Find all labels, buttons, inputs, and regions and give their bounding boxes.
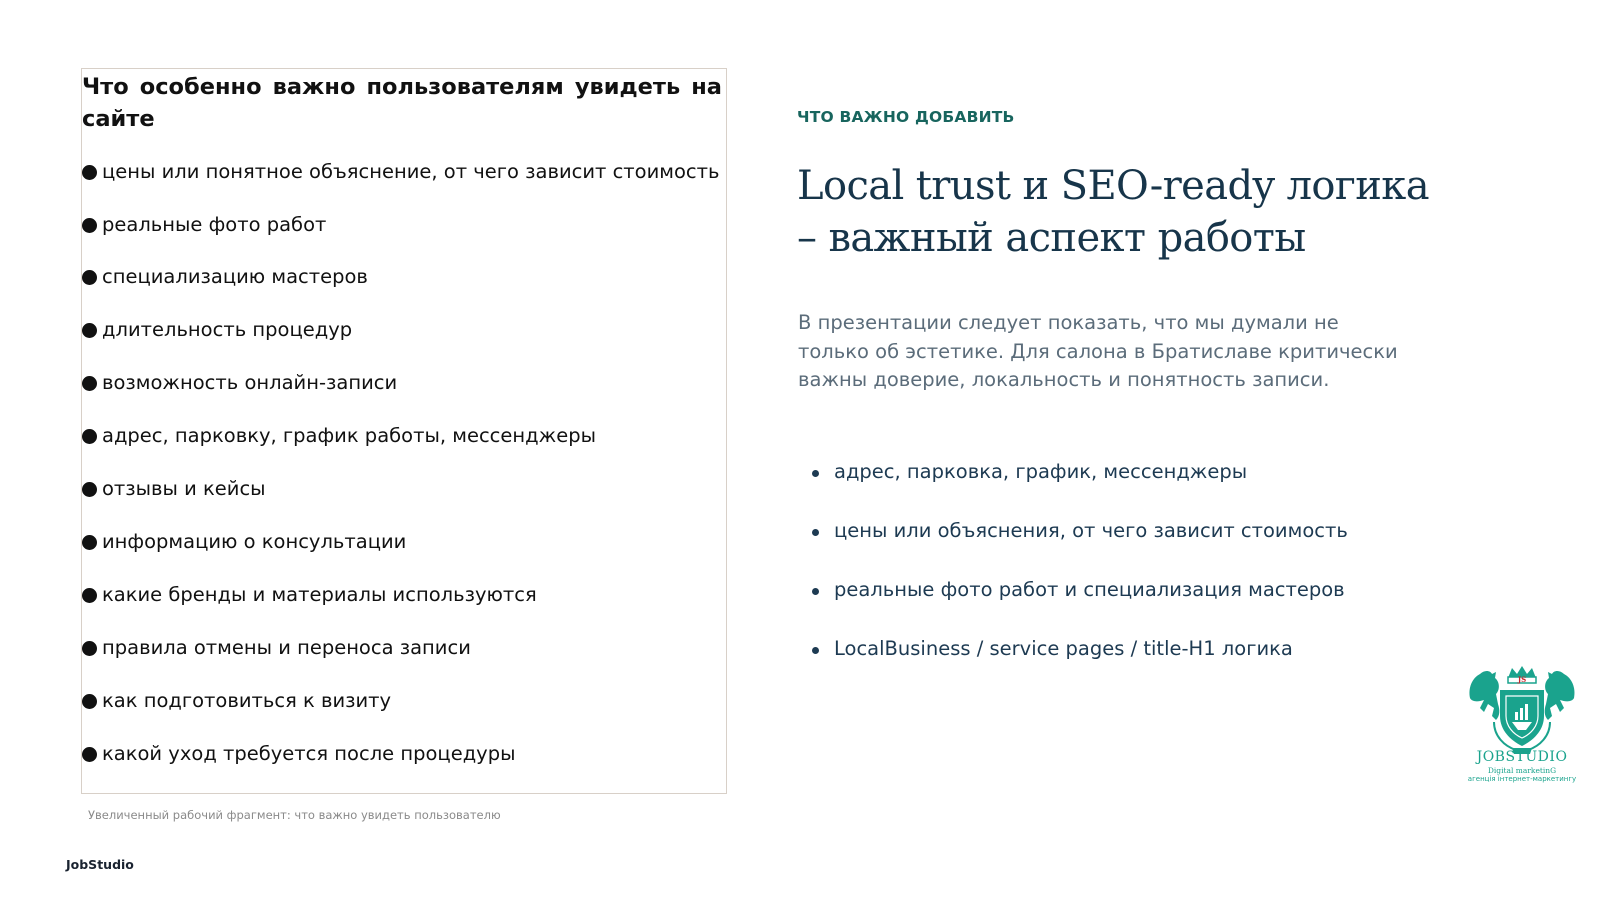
bullet-dot-icon bbox=[82, 535, 97, 550]
page-title-line-1: Local trust и SEO-ready логика bbox=[797, 163, 1429, 209]
bullet-dot-icon bbox=[82, 376, 97, 391]
logo-subtitle: агенція інтернет-маркетингу bbox=[1467, 775, 1577, 783]
fragment-item: информацию о консультации bbox=[82, 529, 406, 555]
fragment-item: какой уход требуется после процедуры bbox=[82, 741, 516, 767]
bullet-dot-icon bbox=[82, 482, 97, 497]
bullet-dot-icon bbox=[812, 529, 819, 536]
fragment-caption: Увеличенный рабочий фрагмент: что важно увидеть пользователю bbox=[88, 808, 501, 822]
fragment-item: возможность онлайн-записи bbox=[82, 370, 397, 396]
fragment-item: правила отмены и переноса записи bbox=[82, 635, 471, 661]
bullet-dot-icon bbox=[82, 165, 97, 180]
section-eyebrow: ЧТО ВАЖНО ДОБАВИТЬ bbox=[797, 108, 1015, 126]
bullet-dot-icon bbox=[82, 270, 97, 285]
page-title bbox=[797, 160, 1497, 264]
page-title-line-2: – важный аспект работы bbox=[797, 215, 1306, 261]
logo-name: JOBSTUDIO bbox=[1476, 749, 1568, 765]
lead-paragraph: В презентации следует показать, что мы думали не только об эстетике. Для салона в Братиславе критически важны доверие, локальность и понятность записи. bbox=[798, 311, 1398, 391]
bullet-dot-icon bbox=[812, 647, 819, 654]
bullet-dot-icon bbox=[82, 588, 97, 603]
bullet-dot-icon bbox=[82, 323, 97, 338]
fragment-item: как подготовиться к визиту bbox=[82, 688, 391, 714]
bullet-dot-icon bbox=[82, 747, 97, 762]
fragment-item: реальные фото работ bbox=[82, 212, 326, 238]
logo-tagline: Digital marketinG bbox=[1487, 766, 1557, 775]
working-fragment bbox=[81, 68, 727, 794]
fragment-item: адрес, парковку, график работы, мессенджеры bbox=[82, 423, 596, 449]
fragment-title: Что особенно важно пользователям увидеть на сайте bbox=[82, 74, 722, 132]
bullet-dot-icon bbox=[82, 694, 97, 709]
fragment-item: специализацию мастеров bbox=[82, 264, 368, 290]
fragment-item: отзывы и кейсы bbox=[82, 476, 266, 502]
fragment-item: цены или понятное объяснение, от чего зависит стоимость bbox=[82, 159, 719, 185]
footer-brand: JobStudio bbox=[66, 857, 134, 872]
fragment-item: какие бренды и материалы используются bbox=[82, 582, 537, 608]
logo-monogram: JS bbox=[1517, 675, 1527, 684]
fragment-item: длительность процедур bbox=[82, 317, 352, 343]
fragment-list bbox=[82, 69, 726, 795]
bullet-dot-icon bbox=[812, 470, 819, 477]
bullet-dot-icon bbox=[812, 588, 819, 595]
bullet-dot-icon bbox=[82, 218, 97, 233]
bullet-dot-icon bbox=[82, 641, 97, 656]
bullet-dot-icon bbox=[82, 429, 97, 444]
